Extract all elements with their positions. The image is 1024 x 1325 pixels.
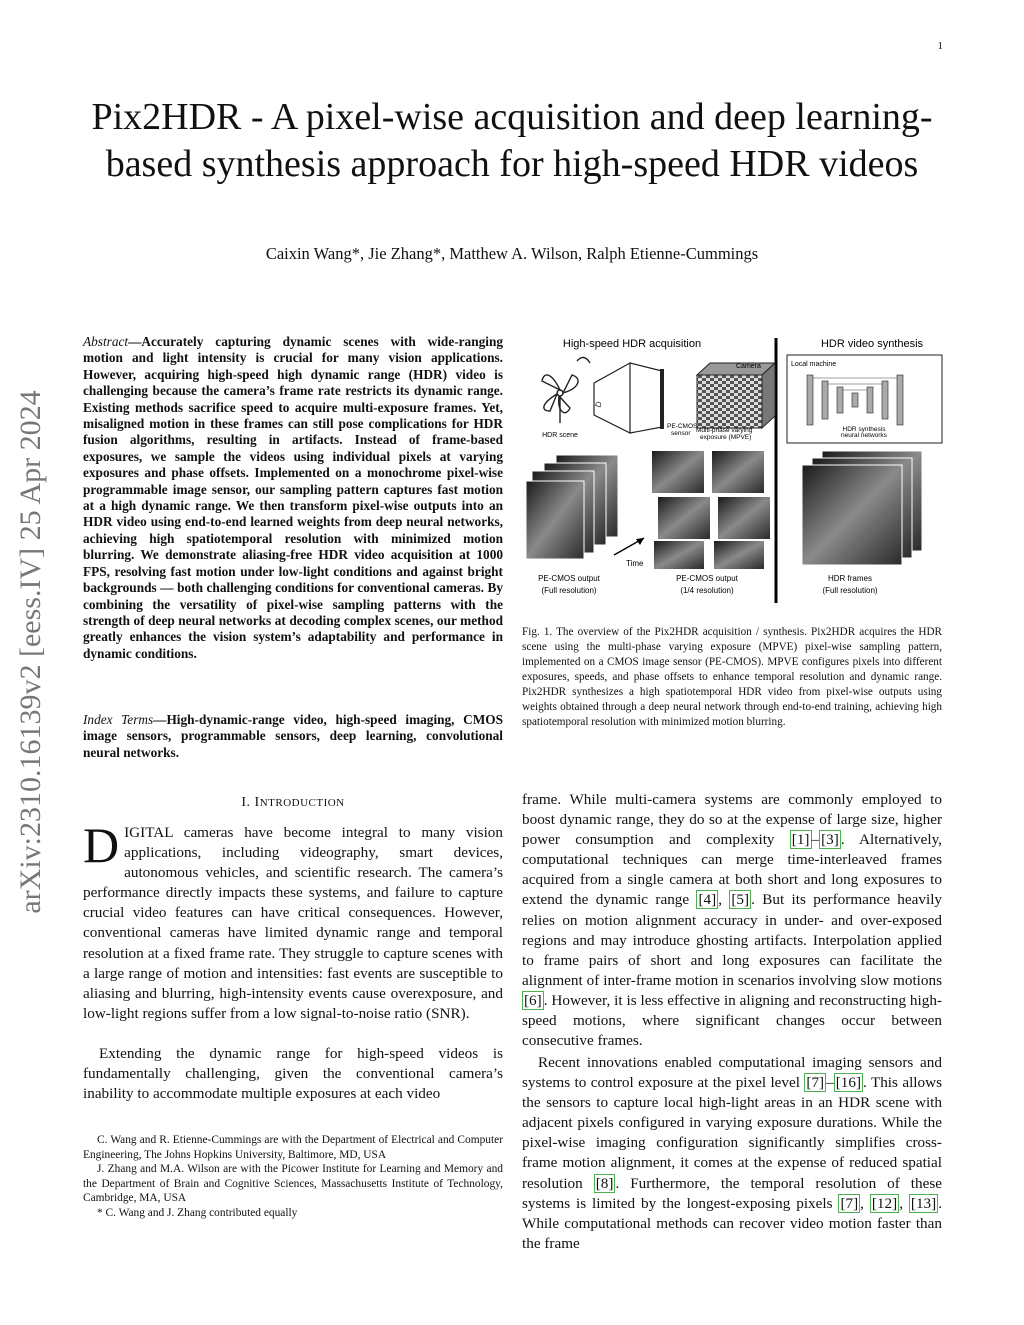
intro-paragraph-2: Extending the dynamic range for high-speed videos is fundamentally challenging, given the conventional camera’s inability to accommodate multiple exposures at each video	[83, 1045, 503, 1103]
footnote-equal-contribution: * C. Wang and J. Zhang contributed equally	[97, 1206, 298, 1219]
text-run: Recent innovations enabled computational imaging sensors and systems to control exposure at the pixel level	[522, 1054, 942, 1092]
output-2-label-1: PE-CMOS output	[676, 574, 738, 583]
figure-heading-synthesis: HDR video synthesis	[820, 338, 924, 350]
camera-label: Camera	[736, 363, 761, 370]
citation-link[interactable]: [6]	[524, 991, 542, 1009]
hdr-output-frames	[802, 451, 922, 565]
text-run: . Alternatively, computational techniques can merge time-interleaved frames acquired from a single camera at both short and long exposures to extend the dynamic range	[522, 831, 942, 909]
figure-1-caption: Fig. 1. The overview of the Pix2HDR acquisition / synthesis. Pix2HDR acquires the HDR scene using the multi-phase varying exposure (MPVE) pixel-wise sampling pattern, implemented on a CMOS image sensor (PE-CMOS). MPVE configures pixels into different exposures, speeds, and phase offsets to enhance temporal resolution and dynamic range. Pix2HDR synthesizes a high spatiotemporal HDR video from pixel-wise outputs using weights obtained through a deep neural network through end-to-end training, achieving high spatiotemporal resolution with minimized motion blurring.	[522, 626, 942, 728]
text-run: ,	[860, 1194, 870, 1212]
mpve-label-2: exposure (MPVE)	[700, 434, 752, 441]
fan-icon	[542, 357, 590, 423]
text-run: . This allows the sensors to capture local high-light areas in an HDR scene with adjacent pixels configured in varying exposure durations. While the pixel-wise imaging configuration significantly simplifies cross-frame motion alignment, it comes at the expense of reduced spatial resolution	[522, 1074, 942, 1192]
page-number: 1	[937, 40, 943, 52]
time-arrow	[614, 538, 644, 555]
section-title-rest: NTRODUCTION	[259, 797, 345, 809]
author-list: Caixin Wang*, Jie Zhang*, Matthew A. Wilson, Ralph Etienne-Cummings	[265, 244, 759, 263]
pe-cmos-full-res-frames	[526, 455, 618, 559]
abstract	[83, 334, 503, 662]
neural-network-icon	[807, 375, 903, 425]
right-column-paragraph-2	[522, 1053, 942, 1254]
section-numeral: I.	[241, 795, 255, 810]
text-run: ,	[899, 1194, 909, 1212]
citation-link[interactable]: [1]	[791, 831, 810, 849]
abstract-text: —Accurately capturing dynamic scenes with wide-ranging motion and light intensity is crucial for many vision applications. However, acquiring high-speed high dynamic range (HDR) video is challenging because the camera’s frame rate restricts its dynamic range. Existing methods sacrifice speed to acquire multi-exposure frames. Yet, misaligned motion in these frames can still pose complications for HDR fusion algorithms, resulting in artifacts. Instead of frame-based exposures, we sample the videos using individual pixels at varying exposures and phase offsets. Implemented on a monochrome pixel-wise programmable image sensor, our sampling pattern captures fast motion at a high dynamic range. We then transform pixel-wise outputs into an HDR video using end-to-end learned weights from deep neural networks, achieving high spatiotemporal resolution with minimized motion blurring. We demonstrate aliasing-free HDR video acquisition at 1000 FPS, resolving fast motion under low-light conditions and against bright backgrounds — both challenging conditions for conventional cameras. By combining the versatility of pixel-wise sampling patterns with the strength of deep neural networks at decoding complex scenes, our method greatly enhances the vision system’s adaptability and performance in dynamic conditions.	[83, 334, 503, 661]
time-label: Time	[626, 559, 644, 568]
footnote-affiliation-1: C. Wang and R. Etienne-Cummings are with the Department of Electrical and Computer Engineering, The Johns Hopkins University, Baltimore, MD, USA	[83, 1134, 503, 1161]
citation-link[interactable]: [3]	[821, 831, 839, 849]
abstract-label: Abstract	[83, 334, 129, 349]
intro-paragraph-1-text: IGITAL cameras have become integral to many vision applications, including videography, smart devices, autonomous vehicles, and scientific research. The camera’s performance directly impacts these systems, and failure to capture crucial video features can have critical consequences. However, conventional cameras have limited dynamic range and temporal resolution at a fixed frame rate. They struggle to capture scenes with a large range of motion and intensities: fast events are susceptible to aliasing and blurring, high-intensity events cause overexposure, and low-light regions suffer from a low signal-to-noise ratio (SNR).	[83, 824, 503, 1022]
citation-link[interactable]: [12]	[871, 1194, 898, 1212]
text-run: –	[826, 1074, 834, 1092]
citation-link[interactable]: [8]	[595, 1174, 614, 1192]
drop-cap: D	[83, 817, 120, 873]
svg-text:D: D	[593, 400, 604, 409]
text-run: ,	[718, 891, 730, 909]
section-title-initial: I	[254, 795, 260, 810]
output-3-label-2: (Full resolution)	[822, 586, 878, 595]
text-run: . However, it is less effective in aligning and reconstructing high-speed motions, where significant changes occur between consecutive frames.	[522, 991, 942, 1050]
citation-link[interactable]: [7]	[806, 1074, 825, 1092]
mpve-label-1: Multi-phase varying	[696, 427, 753, 434]
local-machine-label: Local machine	[791, 361, 837, 368]
pe-cmos-sensor-label-1: PE-CMOS	[667, 423, 698, 430]
pe-cmos-sensor-label-2: sensor	[671, 430, 691, 437]
text-run: . Furthermore, the temporal resolution of these systems is limited by the longest-exposing pixels	[522, 1174, 942, 1212]
index-terms-label: Index Terms	[83, 712, 154, 727]
citation-link[interactable]: [5]	[731, 891, 750, 909]
output-1-label-1: PE-CMOS output	[538, 574, 600, 583]
text-run: –	[811, 831, 820, 849]
index-terms-text: —High-dynamic-range video, high-speed imaging, CMOS image sensors, programmable sensors, deep learning, convolutional neural networks.	[83, 712, 503, 760]
nn-label-2: neural networks	[841, 432, 887, 439]
section-heading	[83, 795, 503, 811]
paper-title: Pix2HDR - A pixel-wise acquisition and deep learning-based synthesis approach for high-speed HDR videos	[91, 96, 933, 185]
footnotes	[83, 1133, 503, 1221]
text-run: . But its performance heavily relies on motion alignment accuracy in under- and over-exposed regions and may introduce ghosting artifacts. Interpolation applied to frame pairs of short and long exposures can facilitate the alignment of inter-frame motion in scenarios involving slow motions	[522, 891, 943, 989]
pe-cmos-quarter-res-frames	[652, 451, 770, 569]
arxiv-identifier-stamp[interactable]: arXiv:2310.16139v2 [eess.IV] 25 Apr 2024	[14, 390, 47, 914]
lens-cone	[593, 363, 662, 433]
nn-label-1: HDR synthesis	[842, 426, 886, 433]
right-column-paragraph-1	[522, 790, 942, 1051]
index-terms	[83, 712, 503, 761]
output-2-label-2: (1/4 resolution)	[680, 586, 734, 595]
citation-link[interactable]: [16]	[835, 1074, 862, 1092]
citation-link[interactable]: [7]	[840, 1194, 859, 1212]
pe-cmos-sensor-plate	[660, 369, 664, 429]
output-1-label-2: (Full resolution)	[541, 586, 597, 595]
text-run: . While computational methods can recover video motion faster than the frame	[522, 1194, 943, 1252]
output-3-label-1: HDR frames	[827, 574, 873, 583]
figure-1-overview-diagram	[522, 333, 952, 613]
citation-link[interactable]: [4]	[698, 891, 717, 909]
intro-paragraph-1	[83, 817, 503, 1024]
hdr-scene-label: HDR scene	[542, 432, 578, 439]
citation-link[interactable]: [13]	[910, 1194, 937, 1212]
text-run: frame. While multi-camera systems are commonly employed to boost dynamic range, they do so at the expense of large size, higher power consumption and complexity	[522, 791, 942, 849]
figure-heading-acquisition: High-speed HDR acquisition	[562, 338, 702, 350]
footnote-affiliation-2: J. Zhang and M.A. Wilson are with the Picower Institute for Learning and Memory and the Department of Brain and Cognitive Sciences, Massachusetts Institute of Technology, Cambridge, MA, USA	[83, 1163, 503, 1205]
mpve-pixel-cube	[697, 363, 775, 428]
